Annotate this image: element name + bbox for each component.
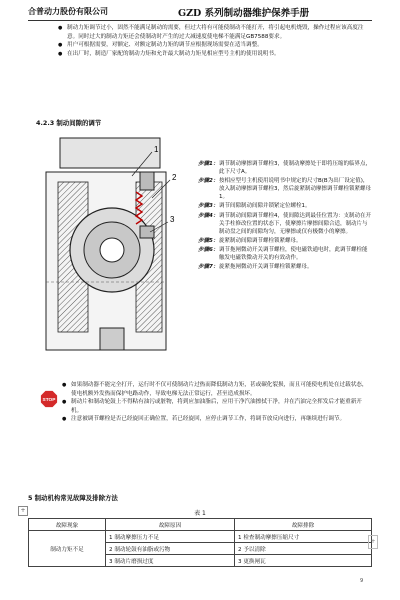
- step-label: 步骤7：: [198, 264, 219, 271]
- step-item: [198, 202, 372, 210]
- step-label: 步骤6：: [198, 246, 219, 253]
- step-text: 按相应型号主机使用说明书中规定的尺寸B(B为出厂设定值)，放入制动摩擦调节螺栓3，然后旋紧制动摩擦调节螺栓锁紧螺母1。: [219, 178, 372, 201]
- step-label: 步骤3：: [198, 203, 219, 210]
- add-row-handle[interactable]: +: [368, 535, 378, 549]
- step-label: 步骤4：: [198, 212, 219, 219]
- table-header-row: [29, 519, 372, 531]
- column-header: 故障排除: [235, 519, 372, 531]
- bullet-item: ● 如果制动器不能完全打开，运行时不仅可使制动片过热而降低制动力矩，甚或碳化裂损，而且可能使电机处在过载状态，使电机额外发热而保护电路动作，导致电梯无法正常运行，甚至造成损坏。: [62, 381, 368, 398]
- page-number: 9: [360, 578, 364, 584]
- step-text: 调节间隙制动间隙并锁紧定位螺栓1。: [219, 203, 311, 210]
- step-text: 旋紧制动间隙调节螺栓锁紧螺母。: [219, 237, 302, 244]
- step-text: 旋紧拖闸微动开关调节螺栓锁紧螺母。: [219, 264, 313, 271]
- step-text: 调节制动间隙调节螺栓4，使间隙达到最佳位置为：支制动在开关手柱修改位置的状态下，使摩擦片摩擦间隙合适，制动片与制动盘之间的间隙均匀，无摩擦或仅有极微小的摩擦。: [219, 212, 372, 235]
- company-name: 合普动力股份有限公司: [28, 7, 108, 16]
- table-cell: 3 更换闸瓦: [235, 555, 372, 567]
- step-label: 步骤5：: [198, 237, 219, 244]
- table-cell: 2 予以清除: [235, 543, 372, 555]
- step-label: 步骤1：: [198, 161, 219, 167]
- step-item: [198, 177, 372, 201]
- stop-sign-label: STOP: [42, 398, 56, 403]
- table-move-handle[interactable]: +: [18, 506, 28, 516]
- fault-table: [28, 518, 372, 567]
- page-header: [28, 6, 372, 21]
- column-header: 故障现象: [29, 519, 106, 531]
- callout-2: 2: [172, 173, 177, 182]
- step-label: 步骤2：: [198, 178, 219, 185]
- step-item: [198, 212, 372, 236]
- table-cell: 1 检查制动摩擦压缩尺寸: [235, 531, 372, 543]
- step-item: [198, 246, 372, 262]
- table-cell-symptom: 制动力矩不足: [29, 531, 106, 567]
- table-caption: 表 1: [194, 510, 206, 517]
- step-text: 调节制动摩擦调节螺栓3，使制动摩擦处于即将压缩的临界点，此下尺寸A。: [219, 161, 372, 176]
- brake-drawing: [40, 132, 192, 360]
- adjustment-steps: [198, 160, 372, 272]
- bullet-item: ● 制动力矩调节过小，固然不能满足制动的需要，但过大将有可能使制动不能打开，将引起电机烧毁，操作过程应该高度注意。同时过大的制动力矩还会使制动时产生的过大减速度使电梯不能满足GB7588要求。: [58, 24, 368, 41]
- step-item: [198, 237, 372, 245]
- bullet-list-top: [58, 24, 368, 58]
- callout-3: 3: [170, 215, 175, 224]
- step-item: [198, 263, 372, 271]
- table-cell: 3 制动片磨损过度: [106, 555, 235, 567]
- table-cell: 1 制动摩擦压力不足: [106, 531, 235, 543]
- step-item: [198, 160, 372, 176]
- section-heading-5: 5 制动机构常见故障及排除方法: [28, 494, 118, 502]
- bullet-list-bottom: [62, 381, 368, 424]
- bullet-item: ● 在出厂时，制造厂家配的制动力矩和允许最大制动力矩见相应型号主机的使用说明书。: [58, 50, 368, 59]
- bullet-item: ● 注意被调节螺栓是否已经旋回正确位置，若已经旋回，应停止调节工作，将调节放反向进行，再继续进行调节。: [62, 415, 368, 424]
- bullet-item: ● 制动片和制动轮鼓上不得粘有油污或脏物，将到应加油脂后，应用干净汽油擦拭干净，并在汽油完全挥发后才能重新开机。: [62, 398, 368, 415]
- table-row: [29, 531, 372, 543]
- document-title: GZD 系列制动器维护保养手册: [178, 8, 310, 19]
- column-header: 故障原因: [106, 519, 235, 531]
- brake-diagram: [40, 132, 192, 360]
- callout-1: 1: [154, 145, 159, 154]
- table-cell: 2 制动轮鼓有油脂或污物: [106, 543, 235, 555]
- bullet-item: ● 用户可根据需要，对额定、对额定制动力矩的调节应根据现场需要在适当调整。: [58, 41, 368, 50]
- stop-sign-icon: [40, 390, 58, 408]
- step-text: 调节拖闸微动开关调节螺栓，使电磁铁通电时，此调节螺栓能触发电磁铁微动开关的有效动作。: [219, 246, 368, 262]
- section-heading-4-2-3: 4.2.3 制动间隙的调节: [36, 119, 102, 127]
